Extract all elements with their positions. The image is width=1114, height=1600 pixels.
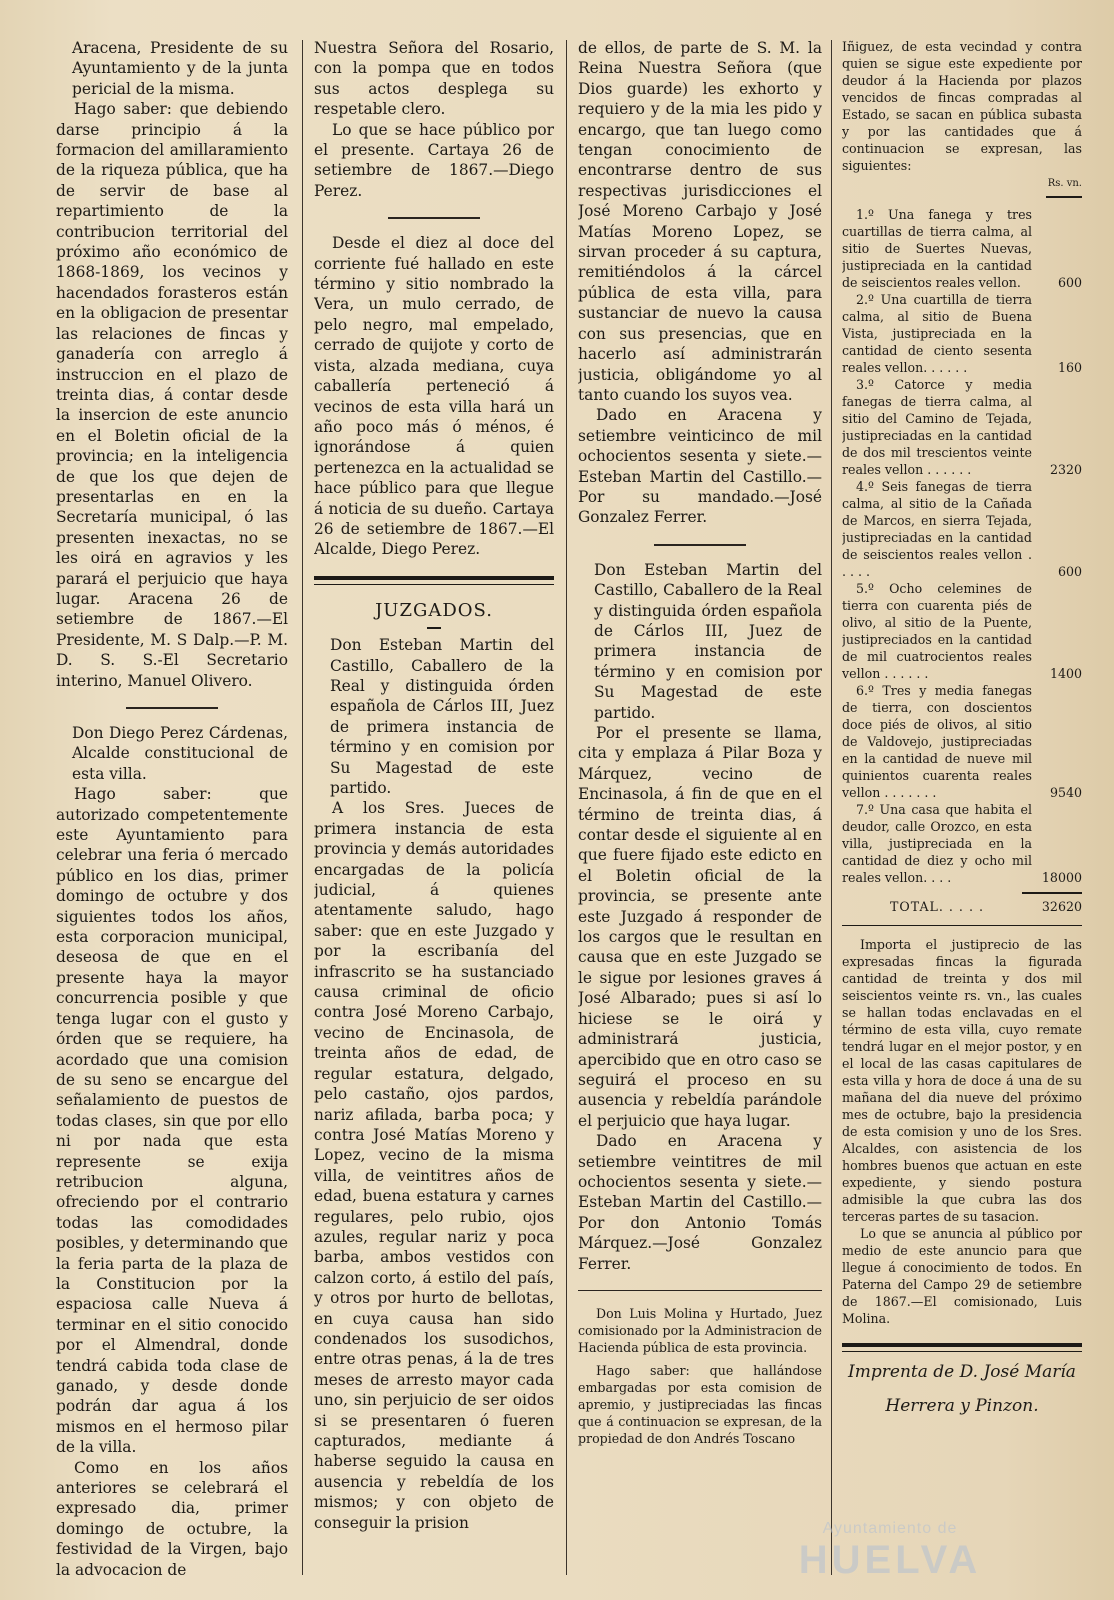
total-rule — [1022, 892, 1082, 894]
finca-item-text: 5.º Ocho celemines de tierra con cuarenta piés de olivo, al sitio de la Puente, justipreciados en la cantidad de mil cuatrocientos reales vellon . . . . . . — [842, 581, 1032, 682]
col1-paragraph-feria: Hago saber: que autorizado competentemente este Ayuntamiento para celebrar una feria ó mercado público en los dias, primer domingo de octubre y dos siguientes todos los años, esta corporacion municipal, deseosa de que en el presente haya la mayor concurrencia posible y que tenga lugar con el gusto y órden que se requiere, ha acordado que una comision de su seno se encargue del señalamiento de puestos de todas clases, sin que por ello ni por nada que esta represente se exija retribucion alguna, ofreciendo por el contrario todas las comodidades posibles, y determinando que la feria parta de la plaza de la Constitucion por la espaciosa calle Nueva á terminar en el sitio conocido por el Almendral, donde tendrá cabida toda clase de ganado, y desde donde podrán dar agua á los mismos en el hermoso pilar de la villa. — [56, 785, 288, 1457]
finca-item-text: 2.º Una cuartilla de tierra calma, al sitio de Buena Vista, justipreciada en la cantidad de ciento sesenta reales vellon. . . . . . — [842, 292, 1032, 376]
column-4 — [842, 38, 1082, 1420]
col2-paragraph-cartaya: Lo que se hace público por el presente. Cartaya 26 de setiembre de 1867.—Diego Perez. — [314, 120, 554, 200]
finca-item — [842, 206, 1082, 291]
section-separator — [126, 707, 218, 709]
finca-item-value: 2320 — [1049, 462, 1082, 478]
finca-item-text: 3.º Catorce y media fanegas de tierra calma, al sitio del Camino de Tejada, justipreciadas en la cantidad de dos mil trescientos veinte reales vellon . . . . . . — [842, 377, 1032, 478]
col3-molina-title: Don Luis Molina y Hurtado, Juez comisionado por la Administracion de Hacienda pública de esta provincia. — [578, 1305, 822, 1355]
imprenta-rule-thin — [842, 1351, 1082, 1352]
finca-item-value: 600 — [1057, 275, 1082, 291]
finca-item-value: 18000 — [1041, 870, 1082, 886]
total-row — [842, 896, 1082, 915]
column-rule-3 — [831, 40, 832, 1575]
finca-item — [842, 376, 1082, 478]
col4-paragraph-justiprecio: Importa el justiprecio de las expresadas fincas la figurada cantidad de treinta y dos mil seiscientos veinte rs. vn., las cuales se hallan todas enclavadas en el término de esta villa, cuyo remate tendrá lugar en el mejor postor, y en el local de las casas capitulares de esta villa y hora de doce á una de su mañana del dia nueve del próximo mes de octubre, bajo la presidencia de esta comision y uno de los Sres. Alcaldes, con asistencia de los hombres buenos que actuan en este expediente, y siendo postura admisible la que cubra las dos terceras partes de su tasacion. — [842, 937, 1082, 1225]
total-bottom-rule — [842, 925, 1082, 926]
finca-item-value: 160 — [1057, 360, 1082, 376]
col1-alcalde-title: Don Diego Perez Cárdenas, Alcalde constitucional de esta villa. — [72, 724, 288, 783]
col3-juez-title: Don Esteban Martin del Castillo, Caballero de la Real y distinguida órden española de Cárlos III, Juez de primera instancia de término y en comision por Su Magestad de este partido. — [594, 560, 822, 722]
column-2 — [314, 38, 554, 1533]
column-1 — [56, 38, 288, 1580]
currency-header: Rs. vn. — [1047, 178, 1082, 189]
section-rule-thick — [314, 576, 554, 580]
col3-paragraph-exhorto: de ellos, de parte de S. M. la Reina Nuestra Señora (que Dios guarde) les exhorto y requiero y de la mia les pido y encargo, que tan luego como tengan conocimiento de encontrarse dentro de sus respectivas jurisdicciones el José Moreno Carbajo y José Matías Moreno Lopez, se sirvan proceder á su captura, remitiéndolos á la cárcel pública de esta villa, para sustanciar de nuevo la causa con sus presencias, que en hacerlo así administrarán justicia, obligándome yo al tanto cuando los suyos vea. — [578, 39, 822, 404]
archive-watermark — [740, 1520, 1040, 1600]
heading-dash — [427, 627, 441, 629]
section-separator — [578, 1290, 822, 1291]
currency-rule — [1046, 196, 1082, 198]
col3-paragraph-emplaza: Por el presente se llama, cita y emplaza á Pilar Boza y Márquez, vecino de Encinasola, á fin de que en el término de treinta dias, á contar desde el siguiente al en que fuere fijado este edicto en el Boletin oficial de la provincia, se presente ante este Juzgado á responder de los cargos que le resultan en causa que en este Juzgado se le sigue por lesiones graves á José Albarado; pues si así lo hiciese se le oirá y administrará justicia, apercibido que en otro caso se seguirá el proceso en su ausencia y rebeldía parándole el perjuicio que haya lugar. — [578, 724, 822, 1130]
juzgados-heading: JUZGADOS. — [375, 599, 493, 621]
column-rule-2 — [566, 40, 567, 1575]
column-rule-1 — [302, 40, 303, 1575]
finca-item-text: 6.º Tres y media fanegas de tierra, con doscientos doce piés de olivos, al sitio de Valdovejo, justipreciadas en la cantidad de nueve mil quinientos cuarenta reales vellon . . . . . . . — [842, 683, 1032, 801]
total-label: TOTAL. . . . . — [890, 899, 984, 915]
col1-heading-text: Aracena, Presidente de su Ayuntamiento y de la junta pericial de la misma. — [72, 39, 288, 98]
col4-paragraph-anuncio: Lo que se anuncia al público por medio de este anuncio para que llegue á conocimiento de todos. En Paterna del Campo 29 de setiembre de 1867.—El comisionado, Luis Molina. — [842, 1226, 1082, 1327]
column-3 — [578, 38, 822, 1447]
watermark-line-2: HUELVA — [798, 1538, 982, 1582]
col3-paragraph-dado-1: Dado en Aracena y setiembre veinticinco de mil ochocientos sesenta y siete.—Esteban Martin del Castillo.—Por su mandado.—José Gonzalez Ferrer. — [578, 406, 822, 527]
imprenta-line-1: Imprenta de D. José María — [848, 1362, 1076, 1383]
finca-item-text: 4.º Seis fanegas de tierra calma, al sitio de la Cañada de Marcos, en sierra Tejada, justipreciadas en la cantidad de seiscientos reales vellon . . . . . — [842, 479, 1032, 580]
col4-paragraph-subasta: Iñiguez, de esta vecindad y contra quien se sigue este expediente por deudor á la Hacienda por plazos vencidos de fincas compradas al Estado, se sacan en pública subasta y por las cantidades que á continuacion se expresan, las siguientes: — [842, 39, 1082, 173]
finca-item — [842, 682, 1082, 801]
section-rule-thin — [314, 584, 554, 585]
col3-paragraph-dado-2: Dado en Aracena y setiembre veintitres de mil ochocientos sesenta y siete.—Esteban Martin del Castillo.—Por don Antonio Tomás Márquez.—José Gonzalez Ferrer. — [578, 1132, 822, 1273]
watermark-line-1: Ayuntamiento de — [822, 1520, 958, 1537]
finca-item — [842, 801, 1082, 886]
finca-item-text: 7.º Una casa que habita el deudor, calle Orozco, en esta villa, justipreciada en la cantidad de diez y ocho mil reales vellon. . . . — [842, 802, 1032, 886]
col1-paragraph-festividad: Como en los años anteriores se celebrará el expresado dia, primer domingo de octubre, la festividad de la Virgen, bajo la advocacion de — [56, 1458, 288, 1579]
col2-paragraph-causa: A los Sres. Jueces de primera instancia de esta provincia y demás autoridades encargadas de la policía judicial, á quienes atentamente saludo, hago saber: que en este Juzgado y por la escribanía del infrascrito se ha sustanciado causa criminal de oficio contra José Moreno Carbajo, vecino de Encinasola, de treinta años de edad, de regular estatura, delgado, pelo castaño, ojos pardos, nariz afilada, barba poca; y contra José Matías Moreno y Lopez, vecino de la misma villa, de veintitres años de edad, buena estatura y carnes regulares, pelo rubio, ojos azules, regular nariz y poca barba, ambos vestidos con calzon corto, á estilo del país, y otros por hurto de bellotas, en cuya causa han sido condenados los susodichos, entre otras penas, á la de tres meses de arresto mayor cada uno, sin perjuicio de ser oidos si se presentaren ó fueren capturados, mediante á haberse seguido la causa en ausencia y rebeldía de los mismos; y con objeto de conseguir la prision — [314, 799, 554, 1532]
finca-item — [842, 291, 1082, 376]
col2-juez-title: Don Esteban Martin del Castillo, Caballero de la Real y distinguida órden española de Cárlos III, Juez de primera instancia de término y en comision por Su Magestad de este partido. — [330, 636, 554, 797]
finca-item-value: 600 — [1057, 564, 1082, 580]
imprenta-line-2: Herrera y Pinzon. — [885, 1396, 1039, 1417]
section-separator — [654, 544, 746, 546]
col2-paragraph-mulo: Desde el diez al doce del corriente fué hallado en este término y sitio nombrado la Vera, un mulo cerrado, de pelo negro, mal empelado, cerrado de quijote y corto de vista, alzada mediana, cuya caballería perteneció á vecinos de esta villa hará un año poco más ó ménos, é ignorándose á quien pertenezca en la actualidad se hace público para que llegue á noticia de su dueño. Cartaya 26 de setiembre de 1867.—El Alcalde, Diego Perez. — [314, 234, 554, 559]
col1-paragraph-amillaramiento: Hago saber: que debiendo darse principio á la formacion del amillaramiento de la riqueza pública, que ha de servir de base al repartimiento de la contribucion territorial del próximo año económico de 1868-1869, los vecinos y hacendados forasteros están en la obligacion de presentar las relaciones de fincas y ganadería con arreglo á instruccion en el plazo de treinta dias, á contar desde la insercion de este anuncio en el Boletin oficial de la provincia; en la inteligencia de que los que dejen de presentarlas en en la Secretaría municipal, ó las presenten inexactas, no se les oirá en agravios y les parará el perjuicio que haya lugar. Aracena 26 de setiembre de 1867.—El Presidente, M. S Dalp.—P. M. D. S. S.-El Secretario interino, Manuel Olivero. — [56, 100, 288, 690]
finca-item — [842, 478, 1082, 580]
col3-paragraph-embargo: Hago saber: que hallándose embargadas por esta comision de apremio, y justipreciadas las fincas que á continuacion se expresan, de la propiedad de don Andrés Toscano — [578, 1362, 822, 1446]
total-value: 32620 — [1041, 899, 1082, 915]
col2-paragraph-rosario: Nuestra Señora del Rosario, con la pompa que en todos sus actos desplega su respetable clero. — [314, 39, 554, 119]
imprenta-rule-thick — [842, 1343, 1082, 1347]
finca-item-text: 1.º Una fanega y tres cuartillas de tierra calma, al sitio de Suertes Nuevas, justipreciada en la cantidad de seiscientos reales vellon. — [842, 207, 1032, 291]
finca-item-value: 9540 — [1049, 785, 1082, 801]
section-separator — [388, 217, 480, 219]
finca-item — [842, 580, 1082, 682]
finca-item-value: 1400 — [1049, 666, 1082, 682]
